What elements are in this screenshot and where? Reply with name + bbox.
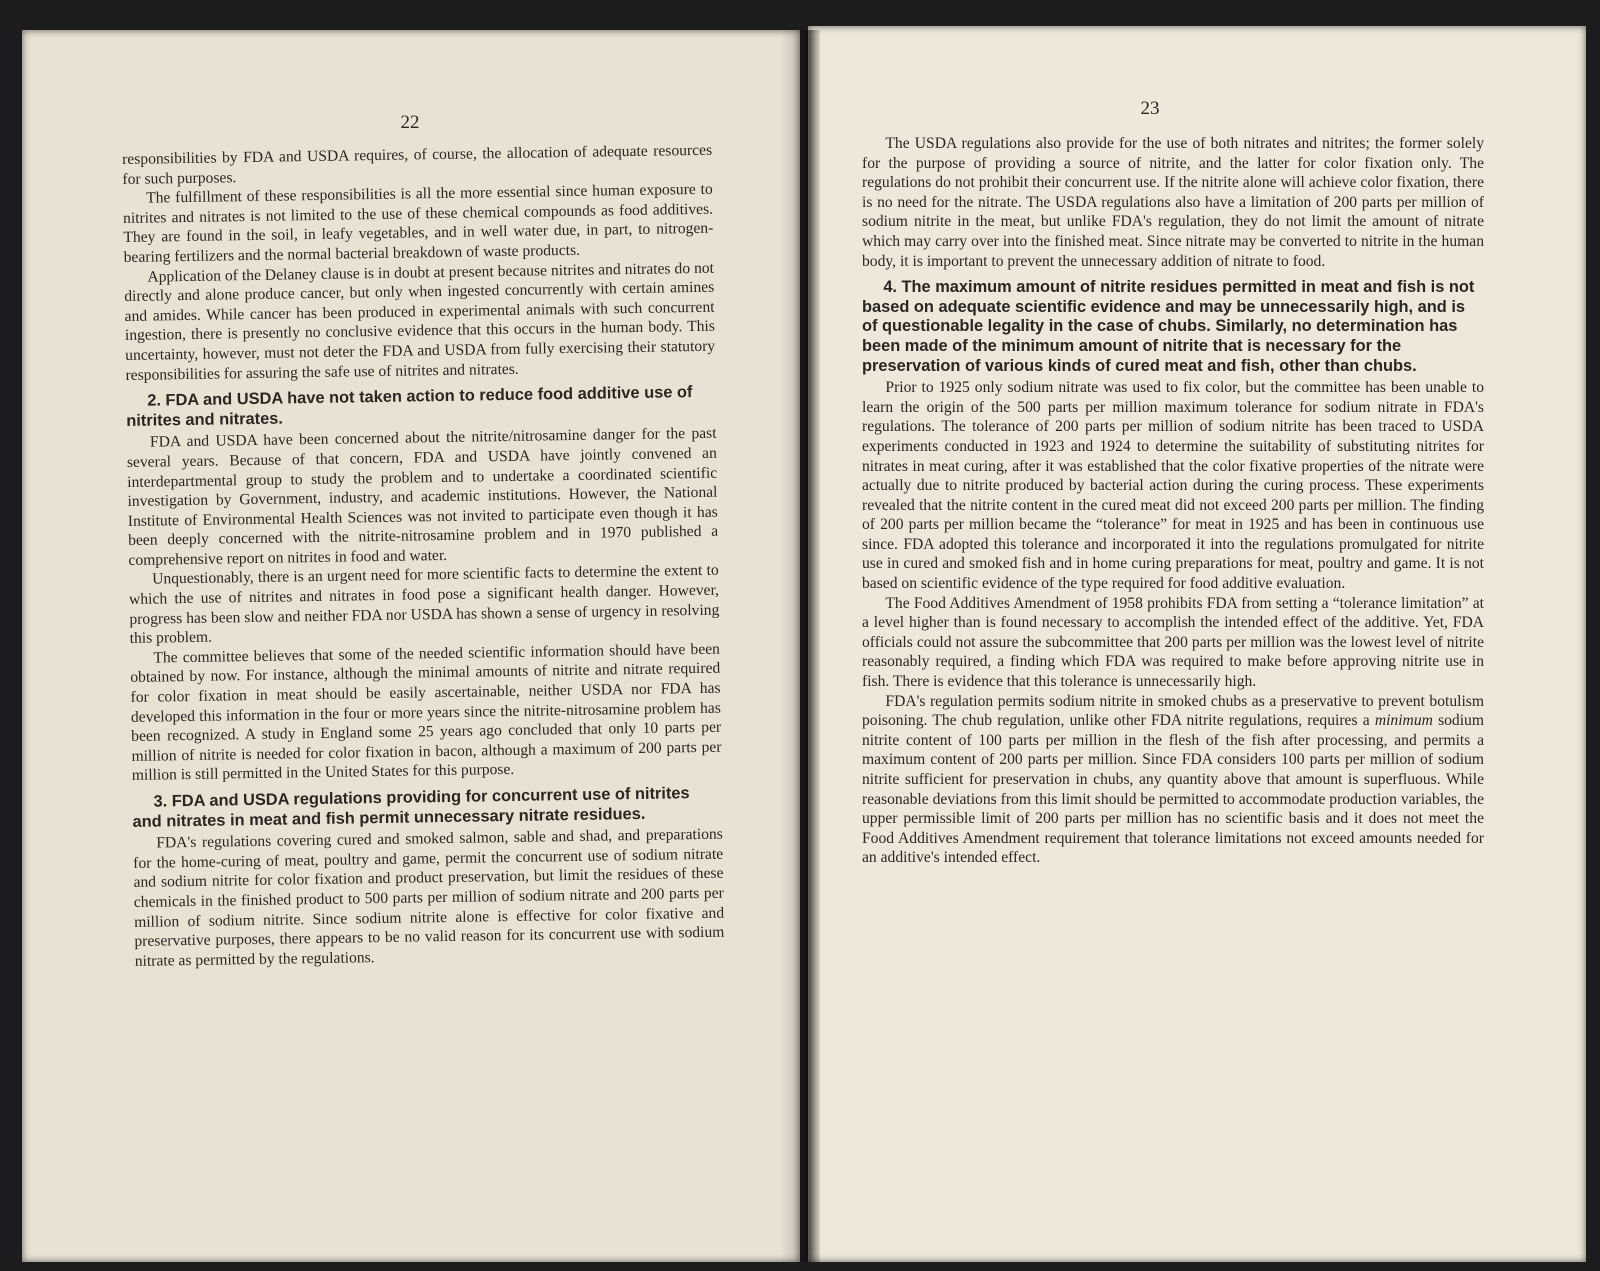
book-spine-shadow <box>780 30 820 1262</box>
paragraph: Application of the Delaney clause is in doubt at present because nitrites and nitrates do not directly and alone produce cancer, but only when ingested concurrently with certain amines and amides. While cancer has been produced in experimental animals with such concurrent ingestion, there is presently no conclusive evidence that this occurs in the human body. This uncertainty, however, must not deter the FDA and USDA from fully exercising their statutory responsibilities for assuring the safe use of nitrites and nitrates. <box>124 259 716 384</box>
paragraph: FDA's regulations covering cured and smoked salmon, sable and shad, and preparations for the home-curing of meat, poultry and game, permit the concurrent use of sodium nitrate and sodium nitrite for color fixation and product preservation, but limit the residues of these chemicals in the finished product to 500 parts per million of sodium nitrate and 200 parts per million of sodium nitrite. Since sodium nitrite alone is effective for color fixative and preservative purposes, there appears to be no valid reason for its concurrent use with sodium nitrate as permitted by the regulations. <box>133 825 725 970</box>
right-text-column <box>862 134 1484 868</box>
text-span: FDA's regulation permits sodium nitrite in smoked chubs as a preservative to prevent botulism poisoning. The chub regulation, unlike other FDA nitrite regulations, requires a <box>862 692 1484 730</box>
section-heading: 4. The maximum amount of nitrite residues permitted in meat and fish is not based on adequate scientific evidence and may be unnecessarily high, and is of questionable legality in the case of chubs. Similarly, no determination has been made of the minimum amount of nitrite that is necessary for the preservation of various kinds of cured meat and fish, other than chubs. <box>862 278 1475 375</box>
paragraph: FDA and USDA have been concerned about the nitrite/nitrosamine danger for the past several years. Because of that concern, FDA and USDA have jointly convened an interdepartmental group to study the problem and to undertake a coordinated scientific investigation by Government, industry, and academic institutions. However, the National Institute of Environmental Health Sciences was not invited to participate even though it has been deeply concerned with the nitrite-nitrosamine problem and in 1970 published a comprehensive report on nitrites in food and water. <box>126 425 719 569</box>
paragraph: The USDA regulations also provide for the use of both nitrates and nitrites; the former solely for the purpose of providing a source of nitrite, and the latter for color fixation only. The regulations do not prohibit their concurrent use. If the nitrite alone will achieve color fixation, there is no need for the nitrate. The USDA regulations also have a limitation of 200 parts per million of sodium nitrite in the meat, but unlike FDA's regulation, they do not limit the amount of nitrate which may carry over into the finished meat. Since nitrate may be converted to nitrite in the human body, it is important to prevent the unnecessary addition of nitrate to food. <box>862 135 1484 270</box>
paragraph: Prior to 1925 only sodium nitrate was used to fix color, but the committee has been unable to learn the origin of the 500 parts per million maximum tolerance for sodium nitrate in FDA's regulations. The tolerance of 200 parts per million of sodium nitrite has been traced to USDA experiments conducted in 1923 and 1924 to determine the suitability of substituting nitrites for nitrates in meat curing, after it was established that the color fixative properties of the nitrate were actually due to nitrite produced by bacterial action during the curing process. These experiments revealed that the nitrite content in the cured meat did not exceed 200 parts per million. The finding of 200 parts per million became the “tolerance” for meat in 1925 and has been in continuous use since. FDA adopted this tolerance and incorporated it into the regulations promulgated for nitrite use in cured and smoked fish and in home curing preparations for meat, poultry and game. It is not based on scientific evidence of the type required for food additive evaluation. <box>862 379 1484 593</box>
paragraph: Unquestionably, there is an urgent need for more scientific facts to determine the extent to which the use of nitrites and nitrates in food pose a significant health danger. However, progress has been slow and neither FDA nor USDA has shown a sense of urgency in resolving this problem. <box>128 562 720 648</box>
section-heading: 2. FDA and USDA have not taken action to reduce food additive use of nitrites and nitrates. <box>126 383 693 430</box>
right-page <box>808 26 1586 1262</box>
paragraph: The Food Additives Amendment of 1958 prohibits FDA from setting a “tolerance limitation” at a level higher than is found necessary to accomplish the intended effect of the additive. Yet, FDA officials could not assure the subcommittee that 200 parts per million was the lowest level of nitrite reasonably required, a finding which FDA was required to make before approving nitrite use in fish. There is evidence that this tolerance is unnecessarily high. <box>862 594 1484 691</box>
paragraph: The committee believes that some of the needed scientific information should have been obtained by now. For instance, although the minimal amounts of nitrite and nitrate required for color fixation in meat should be easily ascertainable, neither USDA nor FDA has developed this information in the four or more years since the nitrite-nitrosamine problem has been recognized. A study in England some 25 years ago concluded that only 10 parts per million of nitrite is needed for color fixation in bacon, although a maximum of 200 parts per million is still permitted in the United States for this purpose. <box>130 640 722 785</box>
page-number: 23 <box>1140 98 1160 119</box>
paragraph: The fulfillment of these responsibilities is all the more essential since human exposure to nitrites and nitrates is not limited to the use of these chemical compounds as food additives. They are found in the soil, in leafy vegetables, and in well water due, in part, to nitrogen-bearing fertilizers and the normal bacterial breakdown of waste products. <box>122 180 714 266</box>
page-number: 22 <box>400 112 420 133</box>
italic-word: minimum <box>1374 712 1433 730</box>
section-heading: 3. FDA and USDA regulations providing for concurrent use of nitrites and nitrates in meat and fish permit unnecessary nitrate residues. <box>132 784 690 831</box>
text-span: sodium nitrite content of 100 parts per million in the flesh of the fish after processing, and permits a maximum content of 200 parts per million. Since FDA considers 100 parts per million of sodium nitrite sufficient for preservation in chubs, any quantity above that amount is superfluous. While reasonable deviations from this limit should be permitted to accommodate production variables, the upper permissible limit of 200 parts per million has no scientific basis and it does not meet the Food Additives Amendment requirement that tolerance limitations not exceed amounts needed for an additive's intended effect. <box>862 712 1484 867</box>
left-page <box>22 30 800 1262</box>
paragraph: responsibilities by FDA and USDA requires, of course, the allocation of adequate resources for such purposes. <box>122 141 713 188</box>
left-text-column <box>122 141 725 972</box>
paragraph <box>862 692 1484 868</box>
